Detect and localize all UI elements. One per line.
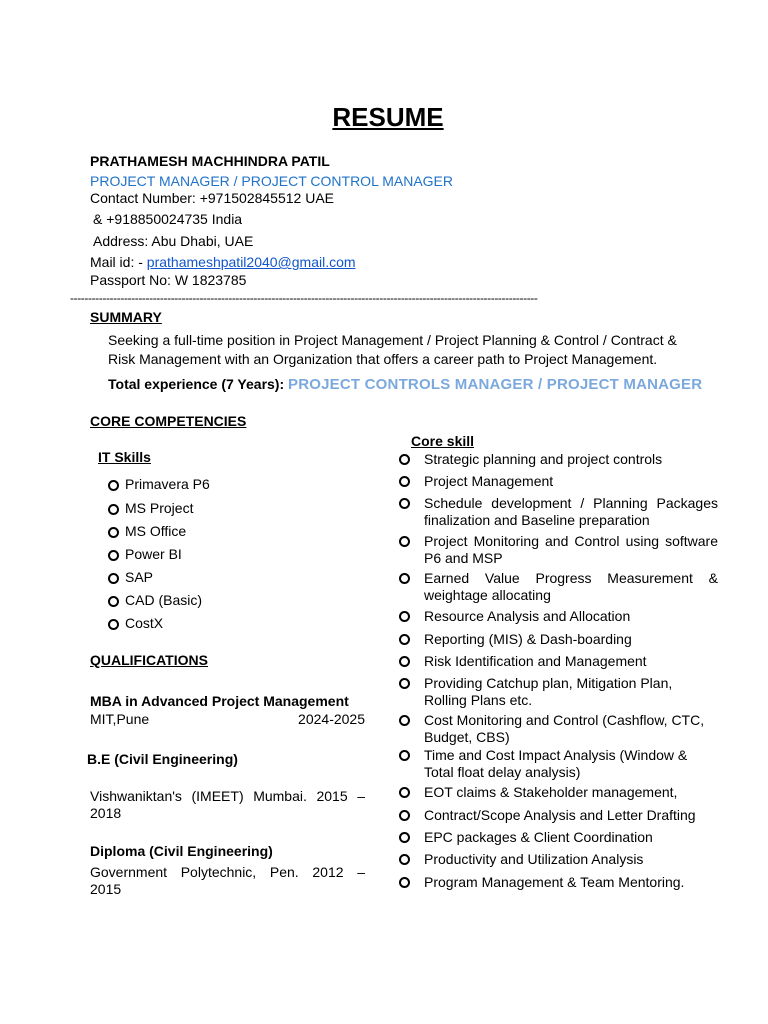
bullet-ring-icon xyxy=(399,611,410,622)
qualification-degree: B.E (Civil Engineering) xyxy=(87,751,238,767)
qualification-years: 2024-2025 xyxy=(298,711,365,727)
core-skill-item: Earned Value Progress Measurement & weightage allocating xyxy=(424,570,718,603)
bullet-ring-icon xyxy=(108,619,119,630)
core-skill-item: Project Monitoring and Control using software P6 and MSP xyxy=(424,533,718,566)
bullet-ring-icon xyxy=(399,750,410,761)
bullet-ring-icon xyxy=(399,715,410,726)
summary-text: Seeking a full-time position in Project Management / Project Planning & Control / Contract & Risk Management with an Organization that offers a career path to Project Management. xyxy=(108,332,677,367)
core-competencies-heading: CORE COMPETENCIES xyxy=(90,413,247,429)
bullet-ring-icon xyxy=(108,596,119,607)
bullet-ring-icon xyxy=(399,787,410,798)
contact-number-india: & +918850024735 India xyxy=(93,211,243,227)
bullet-ring-icon xyxy=(399,832,410,843)
qualification-degree: MBA in Advanced Project Management xyxy=(90,693,349,709)
it-skill-item: MS Office xyxy=(125,523,187,539)
bullet-ring-icon xyxy=(399,877,410,888)
resume-title: RESUME xyxy=(332,102,444,132)
experience-row xyxy=(108,376,702,393)
bullet-ring-icon xyxy=(399,656,410,667)
qualification-years: 2015 – 2018 xyxy=(90,788,365,821)
qualification-institute: Vishwaniktan's (IMEET) Mumbai. xyxy=(90,788,307,804)
bullet-ring-icon xyxy=(399,454,410,465)
core-skill-item: Time and Cost Impact Analysis (Window & Total float delay analysis) xyxy=(424,747,688,780)
bullet-ring-icon xyxy=(108,573,119,584)
it-skill-item: CostX xyxy=(125,615,164,631)
core-skill-item: Providing Catchup plan, Mitigation Plan, Rolling Plans etc. xyxy=(424,675,673,708)
address: Address: Abu Dhabi, UAE xyxy=(93,233,254,249)
core-skill-item: EPC packages & Client Coordination xyxy=(424,829,653,845)
bullet-ring-icon xyxy=(108,504,119,515)
bullet-ring-icon xyxy=(108,550,119,561)
bullet-ring-icon xyxy=(399,536,410,547)
experience-value: PROJECT CONTROLS MANAGER / PROJECT MANAGER xyxy=(288,376,703,393)
mail-label: Mail id: - xyxy=(90,254,143,270)
qualification-institute: MIT,Pune xyxy=(90,711,150,727)
contact-number: Contact Number: +971502845512 UAE xyxy=(90,190,334,206)
candidate-name: PRATHAMESH MACHHINDRA PATIL xyxy=(90,153,330,169)
core-skill-item: Strategic planning and project controls xyxy=(424,451,663,467)
core-skill-item: Risk Identification and Management xyxy=(424,653,647,669)
core-skill-item: Reporting (MIS) & Dash-boarding xyxy=(424,631,632,647)
qualifications-heading: QUALIFICATIONS xyxy=(90,652,208,668)
core-skill-item: Cost Monitoring and Control (Cashflow, CTC, Budget, CBS) xyxy=(424,712,705,745)
it-skill-item: MS Project xyxy=(125,500,194,516)
bullet-ring-icon xyxy=(399,498,410,509)
qualification-details xyxy=(90,864,365,898)
core-skill-heading: Core skill xyxy=(411,433,475,449)
core-skill-item: Contract/Scope Analysis and Letter Drafting xyxy=(424,807,696,823)
qualification-degree: Diploma (Civil Engineering) xyxy=(90,843,273,859)
it-skill-item: Power BI xyxy=(125,546,182,562)
summary-heading: SUMMARY xyxy=(90,309,162,325)
candidate-role: PROJECT MANAGER / PROJECT CONTROL MANAGER xyxy=(90,173,454,189)
it-skill-item: SAP xyxy=(125,569,154,585)
bullet-ring-icon xyxy=(399,476,410,487)
core-skill-item: Program Management & Team Mentoring. xyxy=(424,874,685,890)
mail-row xyxy=(90,254,356,270)
qualification-years: 2012 – 2015 xyxy=(90,864,365,897)
bullet-ring-icon xyxy=(108,527,119,538)
bullet-ring-icon xyxy=(399,854,410,865)
bullet-ring-icon xyxy=(399,573,410,584)
bullet-ring-icon xyxy=(399,810,410,821)
core-skill-item: Schedule development / Planning Packages finalization and Baseline preparation xyxy=(424,495,718,528)
core-skill-item: Productivity and Utilization Analysis xyxy=(424,851,644,867)
it-skills-heading: IT Skills xyxy=(98,449,151,465)
bullet-ring-icon xyxy=(399,678,410,689)
section-divider: ---------------------------------------------------------------------------------------------------------------------------------- xyxy=(70,291,538,305)
core-skill-item: Resource Analysis and Allocation xyxy=(424,608,631,624)
bullet-ring-icon xyxy=(399,634,410,645)
bullet-ring-icon xyxy=(108,480,119,491)
it-skill-item: Primavera P6 xyxy=(125,476,210,492)
qualification-details xyxy=(90,711,365,728)
qualification-institute: Government Polytechnic, Pen. xyxy=(90,864,299,880)
it-skill-item: CAD (Basic) xyxy=(125,592,203,608)
qualification-details xyxy=(90,788,365,822)
experience-label: Total experience (7 Years): xyxy=(108,376,285,392)
core-skill-item: EOT claims & Stakeholder management, xyxy=(424,784,678,800)
passport-number: Passport No: W 1823785 xyxy=(90,272,247,288)
core-skill-item: Project Management xyxy=(424,473,554,489)
email-link[interactable]: prathameshpatil2040@gmail.com xyxy=(146,254,356,270)
